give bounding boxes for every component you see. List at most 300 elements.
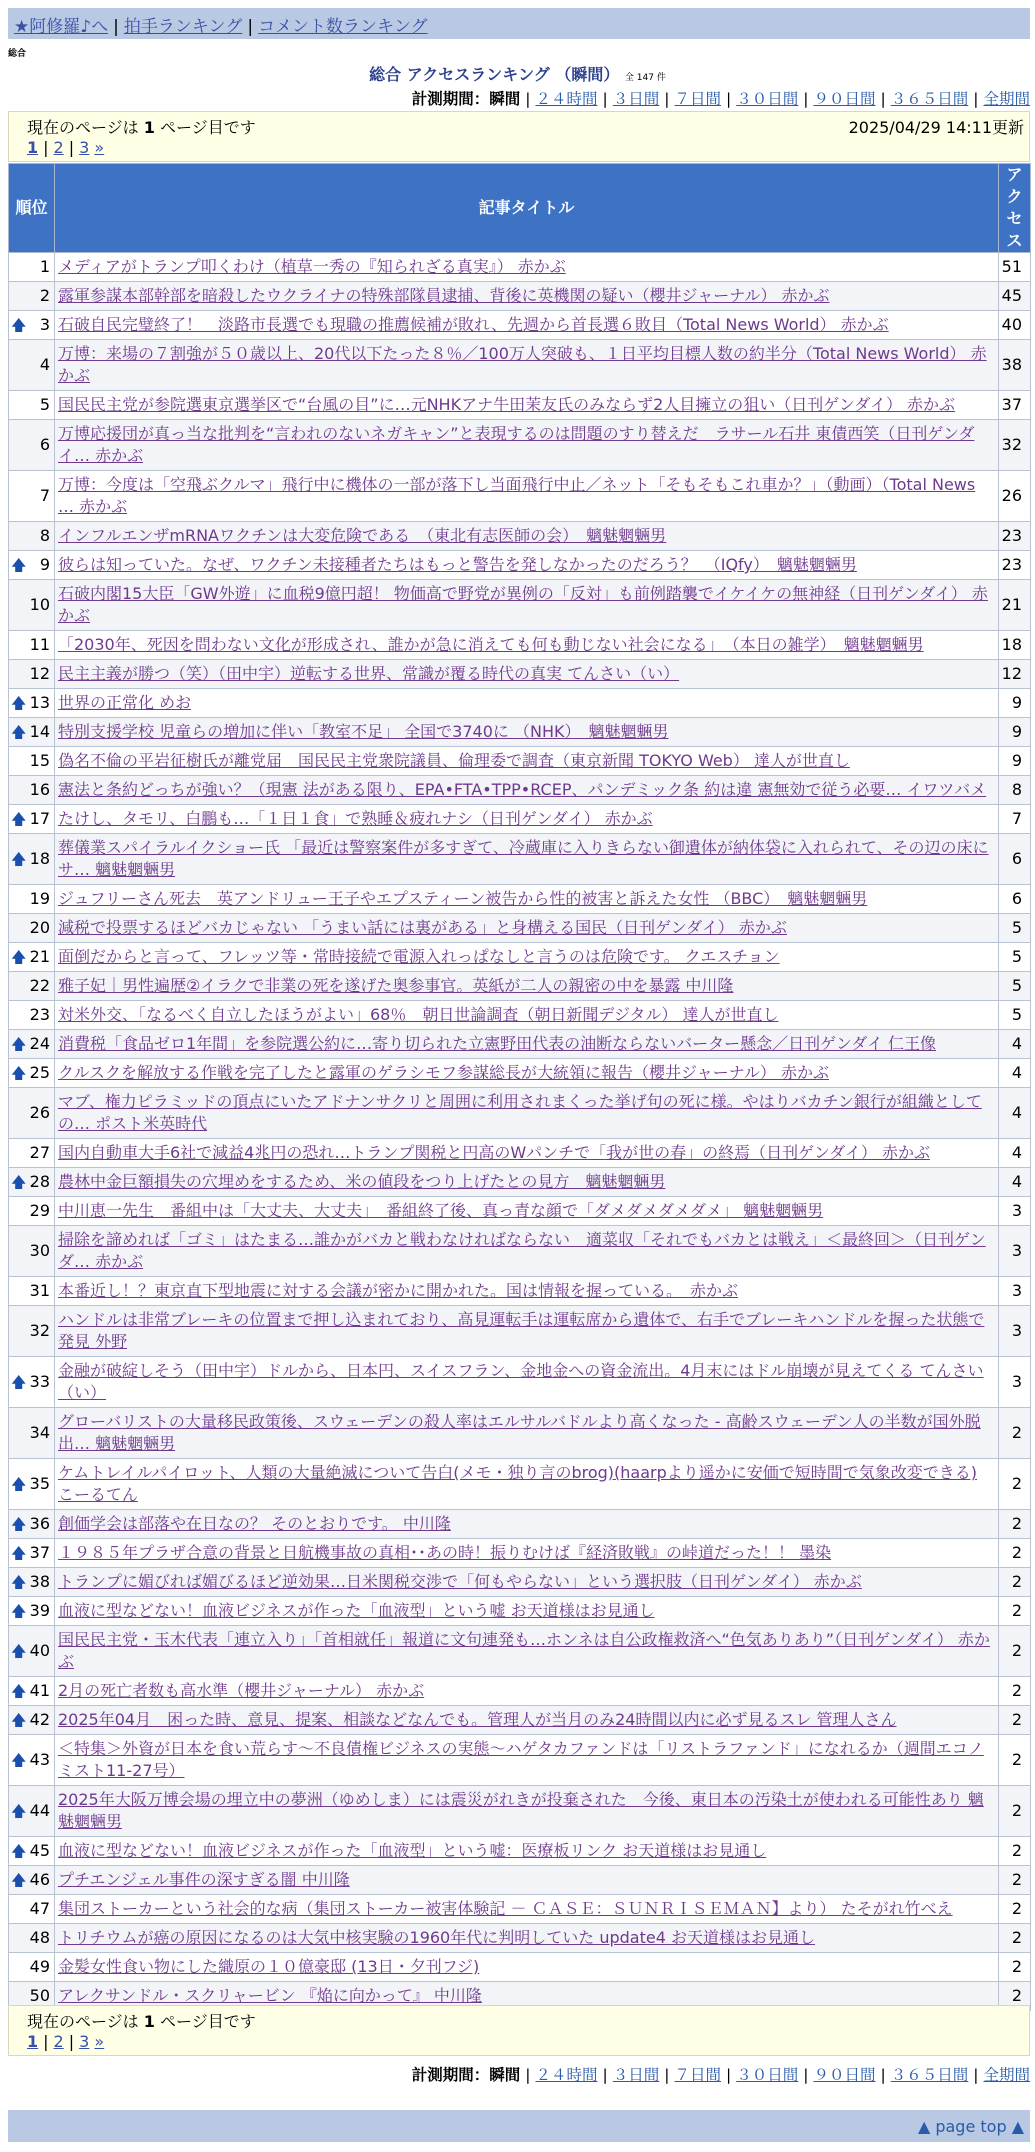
article-link[interactable]: メディアがトランプ叩くわけ（植草一秀の『知られざる真実』） 赤かぶ bbox=[58, 257, 566, 276]
table-row bbox=[9, 631, 1031, 660]
article-link[interactable]: 雅子妃｜男性遍歴②イラクで非業の死を遂げた奥参事官。英紙が二人の親密の中を暴露 中川隆 bbox=[58, 976, 734, 995]
table-row bbox=[9, 805, 1031, 834]
table-row bbox=[9, 1735, 1031, 1786]
rank-number: 37 bbox=[29, 1543, 50, 1562]
article-link[interactable]: 万博応援団が真っ当な批判を“言われのないネガキャン”と表現するのは問題のすり替えだ ラサール石井 東債西笑（日刊ゲンダイ… 赤かぶ bbox=[58, 424, 975, 465]
rank-cell bbox=[9, 1408, 55, 1459]
rank-number: 24 bbox=[29, 1034, 50, 1053]
article-link[interactable]: ケムトレイルパイロット、人類の大量絶滅について告白(メモ・独り言のbrog)(haarpより遥かに安価で短時間で気象改変できる) こーるてん bbox=[58, 1463, 977, 1504]
title-cell bbox=[55, 420, 999, 471]
rank-number: 3 bbox=[39, 315, 50, 334]
up-arrow-icon: 🡅 bbox=[11, 723, 27, 741]
access-count: 9 bbox=[999, 689, 1031, 718]
table-row bbox=[9, 340, 1031, 391]
article-link[interactable]: 世界の正常化 めお bbox=[58, 693, 192, 712]
article-link[interactable]: 偽名不倫の平岩征樹氏が離党届 国民民主党衆院議員、倫理委で調査（東京新聞 TOKYO Web） 達人が世直し bbox=[58, 751, 850, 770]
rank-number: 32 bbox=[29, 1321, 50, 1340]
access-count: 9 bbox=[999, 718, 1031, 747]
rank-cell bbox=[9, 1924, 55, 1953]
home-link[interactable]: ★阿修羅♪へ bbox=[14, 17, 109, 37]
article-link[interactable]: プチエンジェル事件の深すぎる闇 中川隆 bbox=[58, 1870, 350, 1889]
table-row bbox=[9, 1953, 1031, 1982]
article-link[interactable]: 万博：今度は「空飛ぶクルマ」飛行中に機体の一部が落下し当面飛行中止／ネット「そもそもこれ車か？」（動画）（Total News … 赤かぶ bbox=[58, 475, 976, 516]
title-cell bbox=[55, 253, 999, 282]
table-row bbox=[9, 1226, 1031, 1277]
table-row bbox=[9, 1510, 1031, 1539]
title-cell bbox=[55, 805, 999, 834]
title-cell bbox=[55, 1953, 999, 1982]
rank-cell bbox=[9, 1139, 55, 1168]
rank-cell bbox=[9, 1357, 55, 1408]
access-count: 38 bbox=[999, 340, 1031, 391]
access-count: 3 bbox=[999, 1277, 1031, 1306]
rank-number: 39 bbox=[29, 1601, 50, 1620]
comment-ranking-link[interactable]: コメント数ランキング bbox=[258, 17, 428, 37]
table-row bbox=[9, 1030, 1031, 1059]
rank-number: 6 bbox=[39, 435, 50, 454]
table-header-row bbox=[9, 164, 1031, 253]
article-link[interactable]: 2025年大阪万博会場の埋立中の夢洲（ゆめしま）には震災がれきが投棄された 今後、東日本の汚染土が使われる可能性あり 魑魅魍魎男 bbox=[58, 1790, 984, 1831]
rank-number: 36 bbox=[29, 1514, 50, 1533]
clap-ranking-link[interactable]: 拍手ランキング bbox=[123, 17, 243, 37]
up-arrow-icon: 🡅 bbox=[11, 1802, 27, 1820]
article-link[interactable]: 石破内閣15大臣「GW外遊」に血税9億円超！ 物価高で野党が異例の「反対」も前例踏襲でイケイケの無神経（日刊ゲンダイ） 赤かぶ bbox=[58, 584, 988, 625]
period-link[interactable]: ３６５日間 bbox=[890, 2066, 969, 2084]
access-count: 26 bbox=[999, 471, 1031, 522]
period-current: 瞬間 bbox=[489, 90, 521, 108]
up-arrow-icon: 🡅 bbox=[11, 1642, 27, 1660]
article-link[interactable]: 葬儀業スパイラルイクショー氏 「最近は警察案件が多すぎて、冷蔵庫に入りきらない御遺体が納体袋に入れられて、その辺の床にサ… 魑魅魍魎男 bbox=[58, 838, 989, 879]
rank-cell bbox=[9, 805, 55, 834]
rank-number: 25 bbox=[29, 1063, 50, 1082]
table-row bbox=[9, 282, 1031, 311]
up-arrow-icon: 🡅 bbox=[11, 1573, 27, 1591]
page-link[interactable]: 3 bbox=[79, 2032, 90, 2051]
table-row bbox=[9, 834, 1031, 885]
title-cell bbox=[55, 580, 999, 631]
period-link[interactable]: ３日間 bbox=[612, 2066, 660, 2084]
rank-cell bbox=[9, 253, 55, 282]
article-link[interactable]: 露軍参謀本部幹部を暗殺したウクライナの特殊部隊員逮捕、背後に英機関の疑い（櫻井ジャーナル） 赤かぶ bbox=[58, 286, 830, 305]
access-count: 9 bbox=[999, 747, 1031, 776]
title-header: 記事タイトル bbox=[55, 164, 999, 253]
access-count: 2 bbox=[999, 1539, 1031, 1568]
article-link[interactable]: マブ、権力ピラミッドの頂点にいたアドナンサクリと周囲に利用されまくった挙げ句の死に様。やはりバカチン銀行が組織としての… ポスト米英時代 bbox=[58, 1092, 982, 1133]
title-cell bbox=[55, 885, 999, 914]
article-link[interactable]: 金融が破綻しそう（田中宇）ドルから、日本円、スイスフラン、金地金への資金流出。4月末にはドル崩壊が見えてくる てんさい（い） bbox=[58, 1361, 984, 1402]
up-arrow-icon: 🡅 bbox=[11, 556, 27, 574]
up-arrow-icon: 🡅 bbox=[11, 1173, 27, 1191]
access-count: 6 bbox=[999, 834, 1031, 885]
rank-number: 29 bbox=[29, 1201, 50, 1220]
period-separator: | bbox=[602, 2066, 608, 2084]
up-arrow-icon: 🡅 bbox=[11, 1682, 27, 1700]
rank-cell bbox=[9, 718, 55, 747]
article-link[interactable]: 消費税「食品ゼロ1年間」を参院選公約に…寄り切られた立憲野田代表の油断ならないバーター懸念／日刊ゲンダイ 仁王像 bbox=[58, 1034, 936, 1053]
rank-number: 33 bbox=[29, 1372, 50, 1391]
current-page-text: 現在のページは 1 ページ目です bbox=[27, 2012, 256, 2031]
access-count: 3 bbox=[999, 1197, 1031, 1226]
table-row bbox=[9, 1197, 1031, 1226]
next-page-link[interactable]: » bbox=[94, 2032, 105, 2051]
access-count: 21 bbox=[999, 580, 1031, 631]
rank-cell bbox=[9, 340, 55, 391]
table-row bbox=[9, 1786, 1031, 1837]
access-count: 5 bbox=[999, 943, 1031, 972]
access-count: 32 bbox=[999, 420, 1031, 471]
up-arrow-icon: 🡅 bbox=[11, 850, 27, 868]
table-row bbox=[9, 1139, 1031, 1168]
table-row bbox=[9, 1408, 1031, 1459]
access-count: 2 bbox=[999, 1459, 1031, 1510]
up-arrow-icon: 🡅 bbox=[11, 1544, 27, 1562]
page-link[interactable]: 1 bbox=[27, 2032, 39, 2051]
article-link[interactable]: 憲法と条約どっちが強い？（現憲 法がある限り、EPA•FTA•TPP•RCEP、パンデミック条 約は違 憲無効で従う必要… イワツバメ bbox=[58, 780, 987, 799]
title-cell bbox=[55, 718, 999, 747]
table-row bbox=[9, 718, 1031, 747]
article-link[interactable]: 民主主義が勝つ（笑）（田中宇）逆転する世界、常識が覆る時代の真実 てんさい（い） bbox=[58, 664, 680, 683]
title-cell bbox=[55, 1197, 999, 1226]
article-link[interactable]: 金髪女性食い物にした織原の１０億豪邸 (13日・夕刊フジ) bbox=[58, 1957, 480, 1976]
nav-separator: | bbox=[247, 17, 254, 37]
period-current: 瞬間 bbox=[489, 2066, 521, 2084]
period-link[interactable]: ３０日間 bbox=[736, 2066, 799, 2084]
page-link[interactable]: 2 bbox=[53, 138, 64, 157]
up-arrow-icon: 🡅 bbox=[11, 1602, 27, 1620]
access-count: 2 bbox=[999, 1597, 1031, 1626]
table-row bbox=[9, 391, 1031, 420]
title-cell bbox=[55, 1677, 999, 1706]
up-arrow-icon: 🡅 bbox=[11, 810, 27, 828]
access-count: 2 bbox=[999, 1837, 1031, 1866]
table-row bbox=[9, 1357, 1031, 1408]
article-link[interactable]: 血液に型などない！血液ビジネスが作った「血液型」という嘘 お天道様はお見通し bbox=[58, 1601, 655, 1620]
period-separator: | bbox=[525, 90, 531, 108]
article-link[interactable]: トランプに媚びれば媚びるほど逆効果…日米関税交渉で「何もやらない」という選択肢（日刊ゲンダイ） 赤かぶ bbox=[58, 1572, 862, 1591]
title-cell bbox=[55, 1510, 999, 1539]
period-separator: | bbox=[803, 2066, 809, 2084]
access-count: 45 bbox=[999, 282, 1031, 311]
article-link[interactable]: 彼らは知っていた。なぜ、ワクチン未接種者たちはもっと警告を発しなかったのだろう？ （IQfy） 魑魅魍魎男 bbox=[58, 555, 857, 574]
rank-number: 7 bbox=[39, 486, 50, 505]
title-cell bbox=[55, 1277, 999, 1306]
title-cell bbox=[55, 391, 999, 420]
rank-cell bbox=[9, 471, 55, 522]
access-count: 3 bbox=[999, 1357, 1031, 1408]
title-cell bbox=[55, 631, 999, 660]
period-link[interactable]: ３日間 bbox=[612, 90, 660, 108]
article-link[interactable]: 創価学会は部落や在日なの？ そのとおりです。 中川隆 bbox=[58, 1514, 451, 1533]
article-link[interactable]: 国民民主党・玉木代表「連立入り」「首相就任」報道に文句連発も…ホンネは自公政権救済へ“色気ありあり”（日刊ゲンダイ） 赤かぶ bbox=[58, 1630, 990, 1671]
title-cell bbox=[55, 1408, 999, 1459]
rank-number: 27 bbox=[29, 1143, 50, 1162]
title-cell bbox=[55, 1226, 999, 1277]
period-link[interactable]: ７日間 bbox=[674, 90, 721, 108]
table-row bbox=[9, 522, 1031, 551]
rank-number: 18 bbox=[29, 849, 50, 868]
access-count: 2 bbox=[999, 1735, 1031, 1786]
rank-number: 42 bbox=[29, 1710, 50, 1729]
article-link[interactable]: 血液に型などない！血液ビジネスが作った「血液型」という嘘：医療板リンク お天道様はお見通し bbox=[58, 1841, 767, 1860]
rank-number: 9 bbox=[39, 555, 50, 574]
access-count: 4 bbox=[999, 1030, 1031, 1059]
table-row bbox=[9, 1895, 1031, 1924]
title-cell bbox=[55, 914, 999, 943]
period-selector-top bbox=[412, 87, 1030, 109]
table-row bbox=[9, 1626, 1031, 1677]
up-arrow-icon: 🡅 bbox=[11, 1064, 27, 1082]
table-row bbox=[9, 1866, 1031, 1895]
rank-cell bbox=[9, 1568, 55, 1597]
table-row bbox=[9, 551, 1031, 580]
top-nav-bar bbox=[8, 8, 1030, 39]
article-link[interactable]: ジュフリーさん死去 英アンドリュー王子やエプスティーン被告から性的被害と訴えた女性 （BBC） 魑魅魍魎男 bbox=[58, 889, 868, 908]
article-link[interactable]: 石破自民完璧終了！ 淡路市長選でも現職の推薦候補が敗れ、先週から首長選６敗目（Total News World） 赤かぶ bbox=[58, 315, 889, 334]
access-count: 2 bbox=[999, 1866, 1031, 1895]
article-link[interactable]: 国民民主党が参院選東京選挙区で“台風の目”に…元NHKアナ牛田茉友氏のみならず2人目擁立の狙い（日刊ゲンダイ） 赤かぶ bbox=[58, 395, 956, 414]
period-label: 計測期間： bbox=[411, 90, 490, 108]
table-row bbox=[9, 471, 1031, 522]
period-link[interactable]: ９０日間 bbox=[813, 2066, 876, 2084]
period-separator: | bbox=[880, 90, 886, 108]
rank-cell bbox=[9, 1088, 55, 1139]
period-link[interactable]: ９０日間 bbox=[813, 90, 876, 108]
rank-cell bbox=[9, 1626, 55, 1677]
table-row bbox=[9, 1168, 1031, 1197]
article-link[interactable]: 対米外交、「なるべく自立したほうがよい」68％ 朝日世論調査（朝日新聞デジタル） 達人が世直し bbox=[58, 1005, 779, 1024]
rank-number: 31 bbox=[29, 1281, 50, 1300]
period-separator: | bbox=[726, 90, 732, 108]
article-link[interactable]: 特別支援学校 児童らの増加に伴い「教室不足」 全国で3740に （NHK） 魑魅魍魎男 bbox=[58, 722, 669, 741]
rank-cell bbox=[9, 1953, 55, 1982]
title-cell bbox=[55, 660, 999, 689]
access-count: 2 bbox=[999, 1953, 1031, 1982]
article-link[interactable]: 国内自動車大手6社で減益4兆円の恐れ…トランプ関税と円高のWパンチで「我が世の春」の終焉（日刊ゲンダイ） 赤かぶ bbox=[58, 1143, 930, 1162]
period-selector-bottom bbox=[412, 2063, 1030, 2085]
article-link[interactable]: 2025年04月 困った時、意見、提案、相談などなんでも。管理人が当月のみ24時間以内に必ず見るスレ 管理人さん bbox=[58, 1710, 897, 1729]
article-link[interactable]: グローバリストの大量移民政策後、スウェーデンの殺人率はエルサルバドルより高くなった - 高齢スウェーデン人の半数が国外脱出… 魑魅魍魎男 bbox=[58, 1412, 981, 1453]
rank-number: 46 bbox=[29, 1870, 50, 1889]
rank-cell bbox=[9, 1597, 55, 1626]
title-cell bbox=[55, 1706, 999, 1735]
table-row bbox=[9, 1088, 1031, 1139]
pagination-bottom bbox=[27, 2032, 104, 2051]
table-row bbox=[9, 885, 1031, 914]
title-cell bbox=[55, 834, 999, 885]
article-link[interactable]: インフルエンザmRNAワクチンは大変危険である （東北有志医師の会） 魑魅魍魎男 bbox=[58, 526, 667, 545]
period-separator: | bbox=[525, 2066, 531, 2084]
access-count: 23 bbox=[999, 551, 1031, 580]
rank-cell bbox=[9, 420, 55, 471]
article-link[interactable]: 「2030年、死因を問わない文化が形成され、誰かが急に消えても何も動じない社会になる」 （本日の雑学） 魑魅魍魎男 bbox=[58, 635, 924, 654]
rank-number: 50 bbox=[29, 1986, 50, 2005]
rank-number: 19 bbox=[29, 889, 50, 908]
article-link[interactable]: 面倒だからと言って、フレッツ等・常時接続で電源入れっぱなしと言うのは危険です。 クエスチョン bbox=[58, 947, 780, 966]
page-link[interactable]: 1 bbox=[27, 138, 39, 157]
rank-number: 20 bbox=[29, 918, 50, 937]
page-info-bottom bbox=[8, 2005, 1030, 2056]
period-link[interactable]: ７日間 bbox=[674, 2066, 721, 2084]
rank-cell bbox=[9, 311, 55, 340]
article-link[interactable]: ＜特集＞外資が日本を食い荒らす〜不良債権ビジネスの実態〜ハゲタカファンドは「リストラファンド」になれるか（週間エコノミスト11-27号） bbox=[58, 1739, 984, 1780]
rank-cell bbox=[9, 747, 55, 776]
period-separator: | bbox=[664, 90, 670, 108]
updated-timestamp: 2025/04/29 14:11更新 bbox=[848, 118, 1024, 137]
access-count: 2 bbox=[999, 1924, 1031, 1953]
rank-number: 2 bbox=[39, 286, 50, 305]
title-cell bbox=[55, 522, 999, 551]
rank-cell bbox=[9, 1895, 55, 1924]
title-cell bbox=[55, 1786, 999, 1837]
article-link[interactable]: たけし、タモリ、白鵬も…「１日１食」で熟睡＆疲れナシ（日刊ゲンダイ） 赤かぶ bbox=[58, 809, 653, 828]
access-count: 5 bbox=[999, 972, 1031, 1001]
access-count: 4 bbox=[999, 1139, 1031, 1168]
title-cell bbox=[55, 1539, 999, 1568]
up-arrow-icon: 🡅 bbox=[11, 316, 27, 334]
access-header: アクセス bbox=[999, 164, 1031, 253]
article-link[interactable]: 農林中金巨額損失の穴埋めをするため、米の値段をつり上げたとの見方 魑魅魍魎男 bbox=[58, 1172, 666, 1191]
access-count: 8 bbox=[999, 776, 1031, 805]
next-page-link[interactable]: » bbox=[94, 138, 105, 157]
period-separator: | bbox=[803, 90, 809, 108]
rank-number: 47 bbox=[29, 1899, 50, 1918]
rank-cell bbox=[9, 885, 55, 914]
rank-cell bbox=[9, 1735, 55, 1786]
rank-cell bbox=[9, 1510, 55, 1539]
table-row bbox=[9, 1568, 1031, 1597]
period-separator: | bbox=[973, 2066, 979, 2084]
access-count: 4 bbox=[999, 1059, 1031, 1088]
table-row bbox=[9, 1924, 1031, 1953]
article-link[interactable]: 集団ストーカーという社会的な病（集団ストーカー被害体験記 － ＣＡＳＥ：ＳＵＮＲＩＳＥＭＡＮ】より） たそがれ竹べえ bbox=[58, 1899, 953, 1918]
article-link[interactable]: 万博：来場の７割強が５０歳以上、20代以下たった８％／100万人突破も、１日平均目標人数の約半分（Total News World） 赤かぶ bbox=[58, 344, 987, 385]
period-link[interactable]: 全期間 bbox=[983, 90, 1030, 108]
rank-cell bbox=[9, 660, 55, 689]
access-count: 5 bbox=[999, 1001, 1031, 1030]
article-link[interactable]: 本番近し！？東京直下型地震に対する会議が密かに開かれた。国は情報を握っている。 赤かぶ bbox=[58, 1281, 739, 1300]
rank-cell bbox=[9, 1306, 55, 1357]
access-count: 2 bbox=[999, 1510, 1031, 1539]
access-count: 2 bbox=[999, 1895, 1031, 1924]
bottom-bar bbox=[8, 2110, 1030, 2142]
title-cell bbox=[55, 1735, 999, 1786]
article-link[interactable]: 掃除を諦めれば「ゴミ」はたまる…誰かがバカと戦わなければならない 適菜収「それでもバカとは戦え」＜最終回＞（日刊ゲンダ… 赤かぶ bbox=[58, 1230, 986, 1271]
rank-header: 順位 bbox=[9, 164, 55, 253]
total-count: 全 147 件 bbox=[624, 73, 666, 83]
rank-cell bbox=[9, 689, 55, 718]
period-link[interactable]: ２４時間 bbox=[535, 2066, 598, 2084]
up-arrow-icon: 🡅 bbox=[11, 1035, 27, 1053]
page-link[interactable]: 3 bbox=[79, 138, 90, 157]
rank-cell bbox=[9, 776, 55, 805]
access-count: 6 bbox=[999, 885, 1031, 914]
access-count: 40 bbox=[999, 311, 1031, 340]
page-separator: | bbox=[68, 138, 75, 157]
title-cell bbox=[55, 776, 999, 805]
title-cell bbox=[55, 747, 999, 776]
rank-number: 12 bbox=[29, 664, 50, 683]
title-cell bbox=[55, 689, 999, 718]
page-top-link[interactable]: ▲ page top ▲ bbox=[917, 2117, 1024, 2136]
rank-cell bbox=[9, 1677, 55, 1706]
access-count: 12 bbox=[999, 660, 1031, 689]
access-count: 2 bbox=[999, 1786, 1031, 1837]
period-link[interactable]: ３６５日間 bbox=[890, 90, 969, 108]
up-arrow-icon: 🡅 bbox=[11, 948, 27, 966]
article-link[interactable]: アレクサンドル・スクリャービン 『焔に向かって』 中川隆 bbox=[58, 1986, 482, 2005]
article-link[interactable]: １９８５年プラザ合意の背景と日航機事故の真相･･あの時！振りむけば『経済敗戦』の峠道だった！！ 墨染 bbox=[58, 1543, 832, 1562]
period-link[interactable]: 全期間 bbox=[983, 2066, 1030, 2084]
rank-number: 1 bbox=[39, 257, 50, 276]
access-count: 2 bbox=[999, 1568, 1031, 1597]
rank-cell bbox=[9, 1030, 55, 1059]
article-link[interactable]: 2月の死亡者数も高水準（櫻井ジャーナル） 赤かぶ bbox=[58, 1681, 425, 1700]
table-row bbox=[9, 311, 1031, 340]
table-row bbox=[9, 1677, 1031, 1706]
rank-number: 22 bbox=[29, 976, 50, 995]
table-row bbox=[9, 1459, 1031, 1510]
rank-number: 30 bbox=[29, 1241, 50, 1260]
rank-number: 49 bbox=[29, 1957, 50, 1976]
rank-number: 38 bbox=[29, 1572, 50, 1591]
up-arrow-icon: 🡅 bbox=[11, 694, 27, 712]
rank-cell bbox=[9, 1168, 55, 1197]
access-count: 2 bbox=[999, 1626, 1031, 1677]
rank-number: 26 bbox=[29, 1103, 50, 1122]
rank-number: 48 bbox=[29, 1928, 50, 1947]
rank-cell bbox=[9, 631, 55, 660]
ranking-title: 総合 アクセスランキング （瞬間） bbox=[369, 65, 620, 84]
access-count: 5 bbox=[999, 914, 1031, 943]
rank-number: 13 bbox=[29, 693, 50, 712]
rank-number: 11 bbox=[29, 635, 50, 654]
title-cell bbox=[55, 1568, 999, 1597]
table-row bbox=[9, 689, 1031, 718]
pagination-top bbox=[27, 138, 104, 157]
title-cell bbox=[55, 972, 999, 1001]
title-cell bbox=[55, 551, 999, 580]
table-row bbox=[9, 660, 1031, 689]
period-link[interactable]: ２４時間 bbox=[535, 90, 598, 108]
access-count: 3 bbox=[999, 1306, 1031, 1357]
article-link[interactable]: トリチウムが癌の原因になるのは大気中核実験の1960年代に判明していた update4 お天道様はお見通し bbox=[58, 1928, 815, 1947]
article-link[interactable]: クルスクを解放する作戦を完了したと露軍のゲラシモフ参謀総長が大統領に報告（櫻井ジャーナル） 赤かぶ bbox=[58, 1063, 830, 1082]
page-title bbox=[0, 62, 1035, 85]
rank-cell bbox=[9, 972, 55, 1001]
access-count: 37 bbox=[999, 391, 1031, 420]
up-arrow-icon: 🡅 bbox=[11, 1373, 27, 1391]
article-link[interactable]: 減税で投票するほどバカじゃない 「うまい話には裏がある」と身構える国民（日刊ゲンダイ） 赤かぶ bbox=[58, 918, 787, 937]
table-row bbox=[9, 580, 1031, 631]
title-cell bbox=[55, 1001, 999, 1030]
period-separator: | bbox=[880, 2066, 886, 2084]
access-count: 23 bbox=[999, 522, 1031, 551]
page-separator: | bbox=[43, 138, 49, 157]
page-link[interactable]: 2 bbox=[53, 2032, 64, 2051]
title-cell bbox=[55, 1597, 999, 1626]
title-cell bbox=[55, 1168, 999, 1197]
title-cell bbox=[55, 1895, 999, 1924]
rank-cell bbox=[9, 1197, 55, 1226]
rank-cell bbox=[9, 1786, 55, 1837]
article-link[interactable]: 中川恵一先生 番組中は「大丈夫、大丈夫」 番組終了後、真っ青な顔で「ダメダメダメダメ」 魑魅魍魎男 bbox=[58, 1201, 824, 1220]
table-row bbox=[9, 776, 1031, 805]
title-cell bbox=[55, 1866, 999, 1895]
access-count: 2 bbox=[999, 1408, 1031, 1459]
rank-cell bbox=[9, 1277, 55, 1306]
period-link[interactable]: ３０日間 bbox=[736, 90, 799, 108]
article-link[interactable]: ハンドルは非常ブレーキの位置まで押し込まれており、高見運転手は運転席から遺体で、右手でブレーキハンドルを握った状態で発見 外野 bbox=[58, 1310, 985, 1351]
